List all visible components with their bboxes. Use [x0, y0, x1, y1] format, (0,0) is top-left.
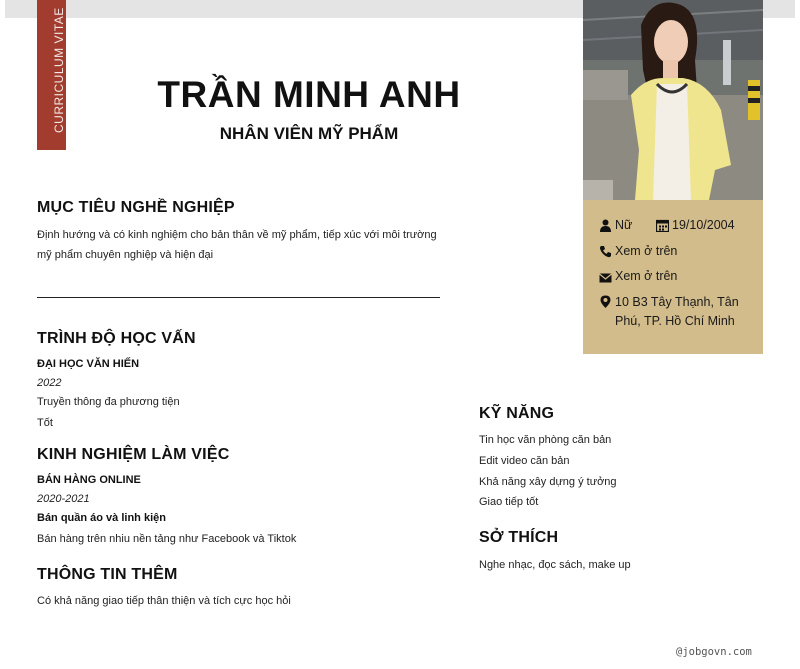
contact-panel	[583, 200, 763, 354]
candidate-name: TRẦN MINH ANH	[157, 74, 461, 115]
hobbies-title: SỞ THÍCH	[479, 529, 559, 546]
experience-period: 2020-2021	[37, 493, 90, 505]
gender-value: Nữ	[615, 218, 633, 232]
objective-line-2: mỹ phẩm chuyên nghiệp và hiện đại	[37, 249, 214, 261]
education-school: ĐẠI HỌC VĂN HIẾN	[37, 358, 140, 370]
email-icon	[599, 271, 612, 284]
email-value: Xem ở trên	[615, 269, 678, 283]
dob-value: 19/10/2004	[672, 218, 735, 232]
watermark: @jobgovn.com	[676, 646, 752, 658]
education-grade: Tốt	[37, 417, 53, 429]
additional-info-text: Có khả năng giao tiếp thân thiện và tích cực học hỏi	[37, 595, 291, 607]
skill-item: Khả năng xây dựng ý tưởng	[479, 476, 617, 488]
ribbon-label: CURRICULUM VITAE	[52, 7, 66, 133]
person-icon	[599, 219, 612, 232]
section-divider	[37, 297, 440, 298]
experience-job: BÁN HÀNG ONLINE	[37, 474, 141, 486]
cv-ribbon	[37, 0, 66, 150]
phone-icon	[599, 245, 612, 258]
experience-title: KINH NGHIỆM LÀM VIỆC	[37, 446, 230, 463]
skill-item: Giao tiếp tốt	[479, 496, 539, 508]
hobbies-text: Nghe nhạc, đọc sách, make up	[479, 559, 631, 571]
experience-description: Bán hàng trên nhiu nền tảng như Facebook và Tiktok	[37, 533, 297, 545]
location-pin-icon	[599, 295, 612, 308]
education-major: Truyền thông đa phương tiện	[37, 396, 180, 408]
experience-role: Bán quần áo và linh kiện	[37, 512, 166, 524]
skill-item: Edit video căn bản	[479, 455, 570, 467]
skill-item: Tin học văn phòng căn bản	[479, 434, 612, 446]
address-line-1: 10 B3 Tây Thạnh, Tân	[615, 295, 739, 309]
candidate-position: NHÂN VIÊN MỸ PHẨM	[219, 124, 399, 143]
education-year: 2022	[37, 377, 62, 389]
phone-value: Xem ở trên	[615, 244, 678, 258]
skills-title: KỸ NĂNG	[479, 405, 555, 422]
objective-line-1: Định hướng và có kinh nghiệm cho bản thân về mỹ phẩm, tiếp xúc với môi trường	[37, 229, 437, 241]
objective-title: MỤC TIÊU NGHỀ NGHIỆP	[37, 199, 235, 216]
address-line-2: Phú, TP. Hồ Chí Minh	[615, 314, 735, 328]
calendar-icon	[656, 219, 669, 232]
additional-info-title: THÔNG TIN THÊM	[37, 566, 178, 583]
education-title: TRÌNH ĐỘ HỌC VẤN	[37, 330, 196, 347]
profile-photo	[583, 0, 763, 200]
